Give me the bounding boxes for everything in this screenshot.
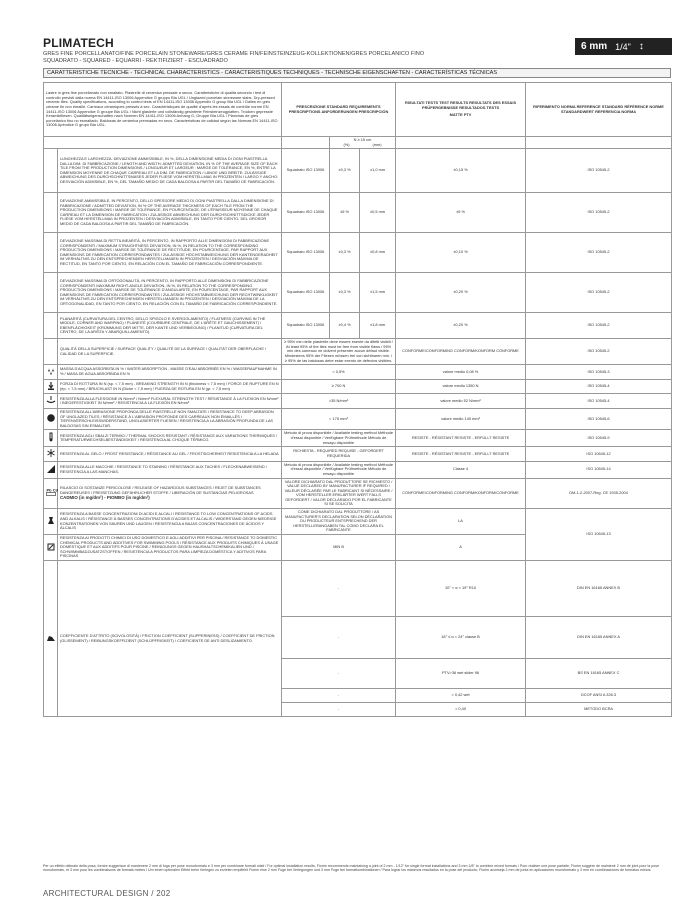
- row-icon: [44, 339, 58, 365]
- thickness-arrow-icon: ↕: [638, 41, 644, 52]
- table-row: [44, 430, 672, 447]
- row-norm: DIN EN 16165 ANNEX A: [526, 617, 672, 659]
- row-icon: [44, 447, 58, 462]
- row-description-bold: CADMIO (in mg/dm²) - PIOMBO (in mg/dm²): [60, 494, 150, 500]
- row-result: valore medio 1350 N: [396, 379, 526, 394]
- row-result: valore medio 0,08 %: [396, 365, 526, 380]
- norm-header: RIFERIMENTO NORMA REFERENCE STANDARD RÉFÉRENCE NORME STANDARDWERT REFERENCIA NORMA: [526, 83, 672, 137]
- pb-cd-icon: [46, 487, 59, 497]
- row-result: ±0,10 %: [396, 233, 526, 273]
- row-tolerance-mm: ±1,8 mm: [360, 313, 396, 339]
- row-result: CONFORME/CONFORMING CONFORM/KONFORM CONFORME: [396, 339, 526, 365]
- row-result: ±0,20 %: [396, 313, 526, 339]
- row-icon: [44, 394, 58, 409]
- row-icon: [44, 535, 58, 561]
- row-tolerance-mm: ±0,8 mm: [360, 233, 396, 273]
- row-icon: [44, 273, 58, 313]
- row-norm: ISO 10545-12: [526, 447, 672, 462]
- row-tolerance-pct: ±0,3 %: [330, 149, 360, 193]
- row-prescription: VALORE DICHIARATO DAL PRODUTTORE SE RICHIESTO / VALUE DECLARED BY MANUFACTURER IF REQUIRED / VALEUR DÉCLARÉE PAR LE FABRICANT SI NÉCESSAIRE / VOM HERSTELLER ERKLÄRTER WERT FALLS GEFORDERT / VALOR DECLARADO POR EL FABRICANTE SI SE SOLICITA: [282, 478, 396, 509]
- row-prescription: RICHIESTA - REQUIRED REQUISE - GEFORDERT REQUERIDA: [282, 447, 396, 462]
- slip-shoe-icon: [46, 633, 56, 643]
- row-description: RESISTENZA AGLI SBALZI TERMICI / THERMAL SHOCKS RESISTANT / RÉSISTANCE AUX VARIATIONS THERMIQUES / TEMPERATURWECHSELBESTÄNDIGKEIT / RESISTENCIA AL CHOQUE TÉRMICO.: [58, 430, 282, 447]
- row-norm: ISO 10545-9: [526, 430, 672, 447]
- weight-icon: [46, 381, 56, 391]
- snowflake-icon: [46, 448, 56, 458]
- stain-icon: [46, 464, 56, 474]
- row-description: DEVIAZIONE MASSIMA DI ORTOGONALITÀ, IN PERCENTO, IN RAPPORTO ALLE DIMENSIONI DI FABBRICAZIONE CORRISPONDENTI MAXIMUM RIGHT-ANGLE DEVIATION, IN %, IN RELATION TO THE CORRESPONDING PRODUCTION DIMENSIONS / MARGE DE TOLÉRANCE D'ANGULARITÉ, EN POURCENTAGE, PAR RAPPORT AUX DIMENSIONS DE FABRICATION CORRESPONDANTES / ZULÄSSIGE HÖCHSTABWEICHUNG DER RECHTWINKLIGKEIT IM VERHÄLTNIS ZU DEN ENTSPRECHENDEN HERSTELLMAßEN IN PROZENTEN / DESVIACIÓN MÁXIMA DE LA ORTOGONALIDAD, EN TANTO POR CIENTO, EN RELACIÓN CON EL TAMAÑO DE FABRICACIÓN CORRESPONDIENTE.: [58, 273, 282, 313]
- row-result: A: [396, 535, 526, 561]
- row-prescription: Squadrato ISO 13006: [282, 313, 330, 339]
- row-result: 18° ≤ α < 24° classe B: [396, 617, 526, 659]
- row-norm: DIN EN 16165 ANNEX B: [526, 561, 672, 617]
- row-norm: ISO 10545-14: [526, 461, 672, 478]
- row-prescription: ≥ 95% min delle piastrelle deve essere esente da difetti visibili / At least 95% of the tiles must be free from visible flaws / 95% min des carreaux ne doivent présenter aucun défaut visible. Mindestens 95% der Fliesen müssen frei von sichtbaren min. / ≥ 95% de las baldosas debe estar exento de defectos visibles.: [282, 339, 396, 365]
- thickness-badge: [575, 38, 672, 55]
- row-description: PLANARITÀ (CURVATURA DEL CENTRO, DELLO SPIGOLO E SVERGOLAMENTO) / FLATNESS (CURVING IN THE MIDDLE, CORNER AND WARPING) / PLANEITÉ (COURBURE CENTRALE, DE L'ARÊTE ET GAUCHISSEMENT) / EBENFLÄCHIGKEIT (KRÜMMUNG DER MITTE, DER KANTE UND VERBIEGUNG) / PLANITUD (CURVATURA DEL CENTRO, DE LA ARISTA Y ABARQUILLAMIENTO).: [58, 313, 282, 339]
- n-min-label: N ≥ 15 cm (%) (mm): [330, 137, 396, 149]
- row-prescription: Metodo di prova disponibile / Available testing method Méthode d'essai disponible / Verfügbare Prüfmethode Método de ensayo disponible: [282, 461, 396, 478]
- row-description: RESISTENZA AL GELO / FROST RESISTANCE / RÉSISTANCE AU GEL / FROSTSICHERHEIT RESISTENCIA A LA HELADA: [58, 447, 282, 462]
- page-footer: ARCHITECTURAL DESIGN / 202: [43, 889, 171, 898]
- row-icon: [44, 313, 58, 339]
- row-prescription: -: [282, 703, 396, 717]
- row-description: RESISTENZA A BASSE CONCENTRAZIONI DI ACIDI E ALCALI / RESISTANCE TO LOW CONCENTRATIONS OF ACIDS AND ALKALIS / RÉSISTANCE À BASSES CONCENTRATIONS D'ACIDES ET ALCALIS / WIDERSTAND GEGEN NIEDRIGE KONZENTRATIONEN VON SÄUREN UND LAUGEN / RESISTENCIA A BAJAS CONCENTRACIONES DE ÁCIDOS Y ÁLCALIS: [58, 509, 282, 535]
- table-row: [44, 509, 672, 535]
- intro-text: Lastre in gres fine porcellanato non smaltato. Piastrelle di ceramica pressate a secco. Caratteristiche di qualità secondo i test di controllo previsti dalla norma EN 14411-ISO 13006 Appendice G gruppo Bla UGL / Unglazed porcelain stoneware slabs. Dry-pressed ceramic tiles. Quality specifications, according to control tests of EN 14411-ISO 13006 Appendix G group Bla UGL / Dalles en grès cérame fin non émaillé. Carreaux céramiques pressés à sec. Caractéristiques de qualité d'après les essais de contrôle norme EN 14411-ISO 13006 Appendice G groupe Bla UGL / Nicht glasierte und vollständig gesinterte Feinsteinzeugplatten. Trocken gepresste Keramikfliesen. Qualitätseigenschaften nach Normen EN 14411-ISO 13006 Anhang G, Gruppe Bla UGL / Planchas de gres porcelánico fino no esmaltado. Baldosas de cerámica prensadas en seco. Características de calidad según las Normas EN 14411-ISO 13006 Apéndice G grupo Bla UGL.: [44, 83, 282, 137]
- row-icon: [44, 379, 58, 394]
- table-row: [44, 379, 672, 394]
- installation-footnote: Per un effetto ottimale della posa, fornire suggerisce di mantenere 2 mm di fuga per pose monoformato e 3 mm per combinare formati misti / For optimal installation results, Fiorim recommends maintaining a joint of 2 mm - 1/12" for single format installations and 3 mm 1/8" to combine mixed formats / Pour réaliser une pose parfaite, Fiorim suggère de maintenir 2 mm de joint pour la pose monoformats, et 3 mm pour les combinaisons de formats mixtes / Um einen optimalen Effekt beim Verlegen zu erzielen empfiehlt Fiorim eine 2 mm Fuge bei Verlegungen und 3 mm Fuge bei formatkombinationen / Para lograr los máximos resultados en la pose del producto, Fiorim aconseja 2 mm de junta en aplicaciones monoformato y 3 mm en combinaciones de formatos mixtos.: [43, 864, 660, 873]
- table-row: [44, 394, 672, 409]
- row-tolerance-pct: ±5 %: [330, 193, 360, 233]
- water-drop-icon: [46, 366, 56, 376]
- row-icon: [44, 408, 58, 429]
- row-prescription: >35 N/mm²: [282, 394, 396, 409]
- row-result: PTV>36 wet slider 96: [396, 659, 526, 689]
- row-result: RESISTE - RÉSISTANT RESISTE - ERFÜLLT RESISTE: [396, 447, 526, 462]
- row-icon: [44, 461, 58, 478]
- row-tolerance-pct: ±0,3 %: [330, 233, 360, 273]
- table-row: [44, 365, 672, 380]
- acid-icon: [46, 516, 56, 526]
- row-icon: [44, 365, 58, 380]
- row-icon: [44, 149, 58, 193]
- row-result: valore medio 140 mm³: [396, 408, 526, 429]
- row-result: 10° < α < 19° R10: [396, 561, 526, 617]
- characteristics-header: CARATTERISTICHE TECNICHE - TECHNICAL CHARACTERISTICS - CARACTERISTIQUES TECHNIQUES - TECHNISCHE EIGENSCHAFTEN - CARACTERÍSTICAS TÉCNICAS: [43, 68, 671, 78]
- row-icon: [44, 509, 58, 535]
- row-result: Classe 4: [396, 461, 526, 478]
- table-row: [44, 313, 672, 339]
- row-tolerance-mm: ±1,5 mm: [360, 273, 396, 313]
- row-prescription: COME DICHIARATO DAL PRODUTTORE / AS MANUFACTURER'S DECLARATION SELON DÉCLARATION DU PRODUCTEUR ENTSPRECHEND DER HERSTELLERANGABEN TAL COMO DECLARA EL FABRICANTE: [282, 509, 396, 535]
- row-norm: ISO 10545-2: [526, 339, 672, 365]
- row-result: LA: [396, 509, 526, 535]
- row-prescription: -: [282, 689, 396, 703]
- row-icon: [44, 478, 58, 509]
- row-result: CONFORME/CONFORMING CONFORM/KONFORM/CONFORME: [396, 478, 526, 509]
- row-result: ±5 %: [396, 193, 526, 233]
- row-description: DEVIAZIONE AMMISSIBILE, IN PERCENTO, DELLO SPESSORE MEDIO DI OGNI PIASTRELLA DALLA DIMENSIONE DI FABBRICAZIONE / ADMITTED DEVIATION, IN % OF THE AVERAGE THICKNESS OF EACH TILE FROM THE PRODUCTION DIMENSIONS / MARGE DE TOLÉRANCE, EN POURCENTAGE, DE L'ÉPAISSEUR MOYENNE DE CHAQUE CARREAU ET LA DIMENSION DE FABRICATION / ZULÄSSIGE ABWEICHUNG DER DURCHSCHNITTSDICKE JEDER FLIESE VOM HERSTELLMAß IN PROZENTEN / DESVIACIÓN ADMISIBLE, EN TANTO POR CIENTO, DEL GROSOR MEDIO DE CADA BALDOSA A PARTIR DEL TAMAÑO DE FABRICACIÓN.: [58, 193, 282, 233]
- row-tolerance-mm: ±1,0 mm: [360, 149, 396, 193]
- row-tolerance-pct: ±0,3 %: [330, 273, 360, 313]
- chemical-icon: [46, 542, 56, 552]
- row-icon: [44, 561, 58, 717]
- table-row: [44, 339, 672, 365]
- row-prescription: -: [282, 617, 396, 659]
- table-row: [44, 461, 672, 478]
- row-result: valore medio 52 N/mm²: [396, 394, 526, 409]
- row-norm: DM-1-2-2007-Reg. CE 1935-2004: [526, 478, 672, 509]
- row-norm: ISO 10545-13: [526, 509, 672, 561]
- page-title: PLIMATECH: [43, 36, 114, 50]
- row-description: RESISTENZA ALL'ABRASIONE PROFONDA DELLE PIASTRELLE NON SMALTATE / RESISTANCE TO DEEP ABRASION OF UNGLAZED TILES / RÉSISTANCE À L'ABRASION PROFONDE DES CARREAUX NON ÉMAILLÉS / TIEFENVERSCHLEISSWIDERSTAND, UNGLASIERTER FLIESEN / RESISTENCIA A LA ABRASIÓN PROFUNDA DE LAS BALDOSAS SIN ESMALTAR.: [58, 408, 282, 429]
- row-norm: ISO 10545-2: [526, 313, 672, 339]
- row-result: RESISTE - RÉSISTANT RESISTE - ERFÜLLT RESISTE: [396, 430, 526, 447]
- thickness-mm: 6 mm: [581, 41, 608, 52]
- subtitle-materials: GRES FINE PORCELLANATO/FINE PORCELAIN STONEWARE/GRES CERAME FIN/FEINSTEINZEUG-KOLLEKTIONEN/GRES PORCELANICO FINO: [43, 51, 425, 57]
- row-norm: ISO 10545-4: [526, 394, 672, 409]
- row-description: DEVIAZIONE MASSIMA DI RETTILINEARITÀ, IN PERCENTO, IN RAPPORTO ALLE DIMENSIONI DI FABBRICAZIONE CORRISPONDENTI / MAXIMUM STRAIGHTNESS DEVIATION, IN %, IN RELATION TO THE CORRESPONDING PRODUCTION DIMENSIONS / MARGE DE TOLÉRANCE DE RECTITUDE, EN POURCENTAGE, PAR RAPPORT AUX DIMENSIONS DE FABRICATION CORRESPONDANTES / ZULÄSSIGE HÖCHSTABWEICHUNG DER KANTENGERADHEIT IM VERHÄLTNIS ZU DEN ENTSPRECHENDEN HERSTELLMAßEN IN PROZENTEN / DESVIACIÓN MÁXIMA DE RECTITUD, EN TANTO POR CIENTO, EN RELACIÓN CON EL TAMAÑO DE FABRICACIÓN CORRESPONDIENTE.: [58, 233, 282, 273]
- table-row: [44, 561, 672, 617]
- thermometer-icon: [46, 432, 56, 442]
- table-row: [44, 233, 672, 273]
- row-icon: [44, 430, 58, 447]
- row-result: ±0,20 %: [396, 273, 526, 313]
- characteristics-table: [43, 82, 672, 717]
- row-prescription: Squadrato ISO 13006: [282, 233, 330, 273]
- row-prescription: -: [282, 561, 396, 617]
- row-description: LUNGHEZZA E LARGHEZZA: DEVIAZIONE AMMISSIBILE, IN %, DELLA DIMENSIONE MEDIA DI OGNI PIASTRELLA DALLA DIM. DI FABBRICAZIONE / LENGTH AND WIDTH: ADMITTED DEVIATION, IN % OF THE AVERAGE SIZE OF EACH TILE FROM THE PRODUCTION DIMENSIONS / LONGUEUR ET LARGEUR : MARGE DE TOLÉRANCE, EN %, ENTRE LA DIMENSION MOYENNE DE CHAQUE CARREAU ET LA DIM. DE FABRICATION / LÄNGE UND BREITE: ZULÄSSIGE ABWEICHUNG DES DURCHSCHNITTSMASES JEDER FLIESE VOM HERSTELLMAß IN PROZENTEN / LARGO Y ANCHO: DESVIACIÓN ADMISIBLE, EN %, DEL TAMAÑO MEDIO DE CADA BALDOSA A PARTIR DEL TAMAÑO DE FABRICACIÓN.: [58, 149, 282, 193]
- row-icon: [44, 193, 58, 233]
- abrasion-icon: [46, 413, 56, 423]
- subheader-row: [44, 137, 672, 149]
- subtitle-edge: SQUADRATO - SQUARED - EQUARRI - REKTIFIZIERT - ESCUADRADO: [43, 58, 228, 64]
- table-row: [44, 478, 672, 509]
- row-prescription: Squadrato ISO 13006: [282, 273, 330, 313]
- row-description: RESISTENZA AI PRODOTTI CHIMICI DI USO DOMESTICO E AGLI ADDITIVI PER PISCINA / RESISTANCE TO DOMESTIC CHEMICAL PRODUCTS AND ADDITIVES FOR SWIMMING POOLS / RÉSISTANCE AUX PRODUITS CHIMIQUES À USAGE DOMESTIQUE ET AUX ADDITIFS POUR PISCINE / REINIGUNGS GEGEN HAUSHALTSCHEMIKALIEN UND / SCHWIMMBADZUSATZSTOFFEN / RESISTENCIA A PRODUCTOS PARA LIMPIEZA DOMÉSTICA Y ADITIVOS PARA PISCINAS: [58, 535, 282, 561]
- row-tolerance-pct: ±0,4 %: [330, 313, 360, 339]
- header-row: [44, 83, 672, 137]
- row-prescription: MIN B: [282, 535, 396, 561]
- row-description: RESISTENZA ALLE MACCHIE / RESISTANCE TO STAINING / RÉSISTANCE AUX TACHES / FLECKENABWEISEND / RESISTENCIA A LAS MANCHAS.: [58, 461, 282, 478]
- row-norm: ISO 10545-6: [526, 408, 672, 429]
- table-row: [44, 273, 672, 313]
- row-norm: ISO 10545-2: [526, 193, 672, 233]
- row-prescription: < 0,5%: [282, 365, 396, 380]
- row-prescription: ≥ 700 N: [282, 379, 396, 394]
- row-result: ±0,15 %: [396, 149, 526, 193]
- table-row: [44, 408, 672, 429]
- row-prescription: Metodo di prova disponibile / Available testing method Méthode d'essai disponible / Verfügbare Prüfmethode Método de ensayo disponible: [282, 430, 396, 447]
- row-norm: DCOF ANSI A 326.3: [526, 689, 672, 703]
- row-description: FORZA DI ROTTURA IN N (sp. < 7,5 mm) - BREAKING STRENGTH IN N (thickness < 7,5 mm) / FORCE DE RUPTURE EN N (ép. < 7,5 mm) / BRUCHLAST IN N (Dicke < 7,5 mm) / FUERZA DE ROTURA EN N (gr. < 7,5 mm): [58, 379, 282, 394]
- row-icon: [44, 233, 58, 273]
- table-row: [44, 447, 672, 462]
- row-norm: ISO 10545-2: [526, 273, 672, 313]
- row-description: MASSA D'ACQUA ASSORBITA IN % / WATER ABSORPTION - MASSE D'EAU ABSORBÉE EN % / WASSERAUFNAHME IN % / MASA DE AGUA ABSORBIDA EN %: [58, 365, 282, 380]
- row-description-text: RILASCIO DI SOSTANZE PERICOLOSE / RELEASE OF HAZARDOUS SUBSTANCES / REJET DE SUBSTANCES DANGEREUSES / FREISETZUNG GEFÄHRLICHER STOFFE / LIBERACIÓN DE SUSTANCIAS PELIGROSAS: [60, 485, 261, 495]
- row-prescription: Squadrato ISO 13006: [282, 193, 330, 233]
- svg-text:Pb Cd: Pb Cd: [46, 487, 59, 493]
- row-result: > 0,40: [396, 703, 526, 717]
- table-row: [44, 193, 672, 233]
- results-header: RISULTATI TESTS TEST RESULTS RESULTATS DES ESSAIS PRÜFERGEBNISSE RESULTADOS TESTS MATTE PTV: [396, 83, 526, 137]
- row-norm: METODO BCRA: [526, 703, 672, 717]
- thickness-in: 1/4": [615, 41, 631, 52]
- row-norm: ISO 10545-4: [526, 379, 672, 394]
- row-description: [58, 478, 282, 509]
- row-norm: BS EN 16165 ANNEX C: [526, 659, 672, 689]
- row-prescription: < 175 mm³: [282, 408, 396, 429]
- row-description: RESISTENZA ALLA FLESSIONE IN N/mm² / N/mm² FLEXURAL STRENGTH TEST / RÉSISTANCE À LA FLEXION EN N/mm² / BIEGEFESTIGKEIT IN N/mm² / RESISTENCIA A LA FLEXIÓN EN N/mm²: [58, 394, 282, 409]
- bending-icon: [46, 395, 56, 405]
- row-norm: ISO 10545-3: [526, 365, 672, 380]
- row-tolerance-mm: ±0,5 mm: [360, 193, 396, 233]
- row-result: > 0,42 wet: [396, 689, 526, 703]
- row-norm: ISO 10545-2: [526, 233, 672, 273]
- row-description: COEFFICIENTE D'ATTRITO (SCIVOLOSITÀ) / FRICTION COEFFICIENT (SLIPPERINESS) / COEFFICIENT DE FRICTION (GLISSEMENT) / REIBUNGSKOEFFIZIENT (SCHLÜPFRIGKEIT) / COEFICIENTE DE ANTI DESLIZAMIENTO.: [58, 561, 282, 717]
- row-norm: ISO 10545-2: [526, 149, 672, 193]
- row-description: QUALITÀ DELLA SUPERFICIE / SURFACE QUALITY / QUALITÉ DE LA SURFACE / QUALITÄT DER OBERFLÄCHE / CALIDAD DE LA SUPERFICIE.: [58, 339, 282, 365]
- row-prescription: Squadrato ISO 13006: [282, 149, 330, 193]
- table-row: [44, 149, 672, 193]
- row-prescription: -: [282, 659, 396, 689]
- prescription-header: PRESCRIZIONE STANDARD REQUIREMENTS PRESCRIPTIONS ANFORDERUNGEN PRESCRIPCIÓN: [282, 83, 396, 137]
